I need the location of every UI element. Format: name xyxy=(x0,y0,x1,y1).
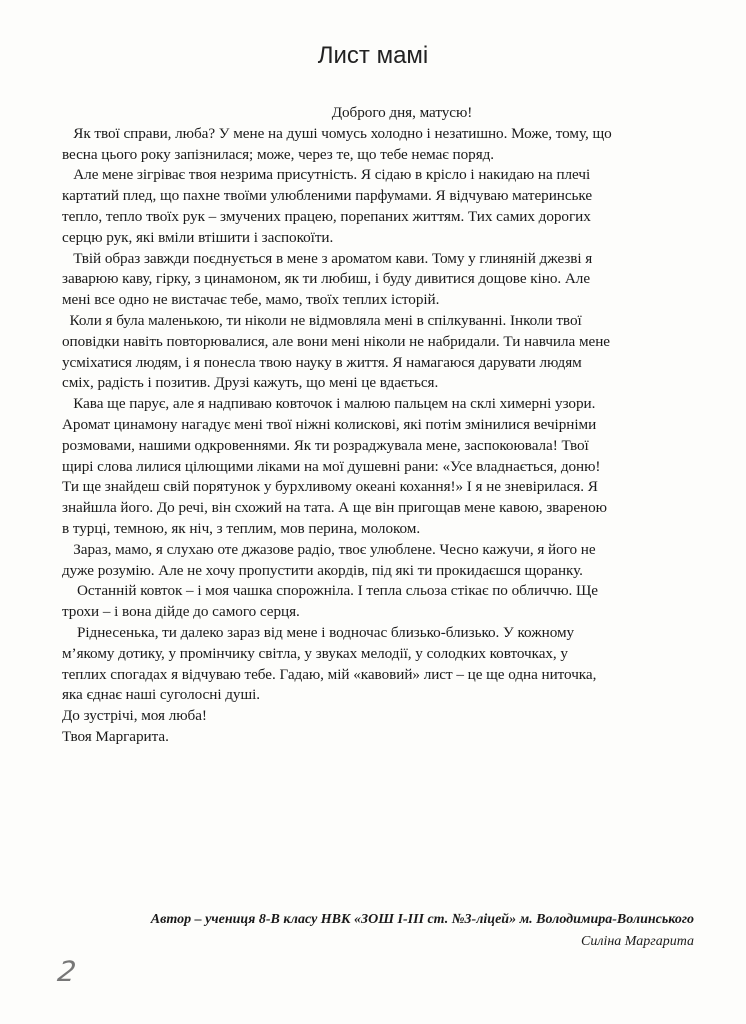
text-line: в турці, темною, як ніч, з теплим, мов перина, молоком. xyxy=(62,519,421,537)
text-line: серцю рук, які вміли втішити і заспокоїти. xyxy=(62,228,334,246)
page-number: 2 xyxy=(55,955,79,988)
text-line: весна цього року запізнилася; може, через те, що тебе немає поряд. xyxy=(62,145,495,163)
greeting: Доброго дня, матусю! xyxy=(331,104,473,121)
letter-body xyxy=(62,103,702,748)
letter-title: Лист мамі xyxy=(317,42,429,69)
text-line: тепло, тепло твоїх рук – змучених працею, порепаних життям. Тих самих дорогих xyxy=(62,207,591,225)
letter-lines xyxy=(62,124,702,748)
text-line: Ти ще знайдеш свій порятунок у бурхливому океані кохання!» І я не зневірилася. Я xyxy=(62,478,598,496)
text-line: м’якому дотику, у промінчику світла, у звуках мелодії, у солодких ковточках, у xyxy=(62,644,568,662)
text-line: Останній ковток – і моя чашка спорожніла. І тепла сльоза стікає по обличчю. Ще xyxy=(62,582,598,600)
text-line: трохи – і вона дійде до самого серця. xyxy=(62,603,300,621)
text-line: теплих спогадах я відчуваю тебе. Гадаю, мій «кавовий» лист – це ще одна ниточка, xyxy=(62,665,597,683)
text-line: мені все одно не вистачає тебе, мамо, твоїх теплих історій. xyxy=(62,291,440,309)
text-line: Як твої справи, люба? У мене на душі чомусь холодно і незатишно. Може, тому, що xyxy=(62,124,612,142)
text-line: Зараз, мамо, я слухаю оте джазове радіо, твоє улюблене. Чесно кажучи, я його не xyxy=(62,540,596,558)
text-line: сміх, радість і позитив. Друзі кажуть, що мені це вдається. xyxy=(62,374,439,392)
text-line: До зустрічі, моя люба! xyxy=(62,707,207,725)
author-credit: Автор – учениця 8-В класу НВК «ЗОШ І-ІІІ ст. №3-ліцей» м. Володимира-Волинського xyxy=(150,912,694,927)
text-line: заварюю каву, гірку, з цинамоном, як ти любиш, і буду дивитися дощове кіно. Але xyxy=(62,270,591,288)
text-line: Коли я була маленькою, ти ніколи не відмовляла мені в спілкуванні. Інколи твої xyxy=(62,311,582,329)
text-line: розмовами, нашими одкровеннями. Як ти розраджувала мене, заспокоювала! Твої xyxy=(62,436,589,454)
text-line: яка єднає наші суголосні душі. xyxy=(62,686,261,704)
author-name: Силіна Маргарита xyxy=(581,934,694,949)
text-line: картатий плед, що пахне твоїми улюбленими парфумами. Я відчуваю материнське xyxy=(62,187,593,205)
text-line: Кава ще парує, але я надпиваю ковточок і малюю пальцем на склі химерні узори. xyxy=(62,395,596,413)
text-line: Твоя Маргарита. xyxy=(62,727,169,745)
text-line: дуже розумію. Але не хочу пропустити акордів, під які ти прокидаєшся щоранку. xyxy=(62,561,583,579)
text-line: усміхатися людям, і я понесла твою науку в життя. Я намагаюся дарувати людям xyxy=(62,353,582,371)
text-line: Але мене зігріває твоя незрима присутність. Я сідаю в крісло і накидаю на плечі xyxy=(62,166,591,184)
text-line: оповідки навіть повторювалися, але вони мені ніколи не набридали. Ти навчила мене xyxy=(62,332,610,350)
text-line: Твій образ завжди поєднується в мене з ароматом кави. Тому у глиняній джезві я xyxy=(62,249,593,267)
text-line: Аромат цинамону нагадує мені твої ніжні колискові, які потім змінилися вечірніми xyxy=(62,415,597,433)
text-line: знайшла його. До речі, він схожий на тата. А ще він пригощав мене кавою, звареною xyxy=(62,499,607,517)
text-line: щирі слова лилися цілющими ліками на мої душевні рани: «Усе владнається, доню! xyxy=(62,457,601,475)
text-line: Ріднесенька, ти далеко зараз від мене і водночас близько-близько. У кожному xyxy=(62,623,575,641)
